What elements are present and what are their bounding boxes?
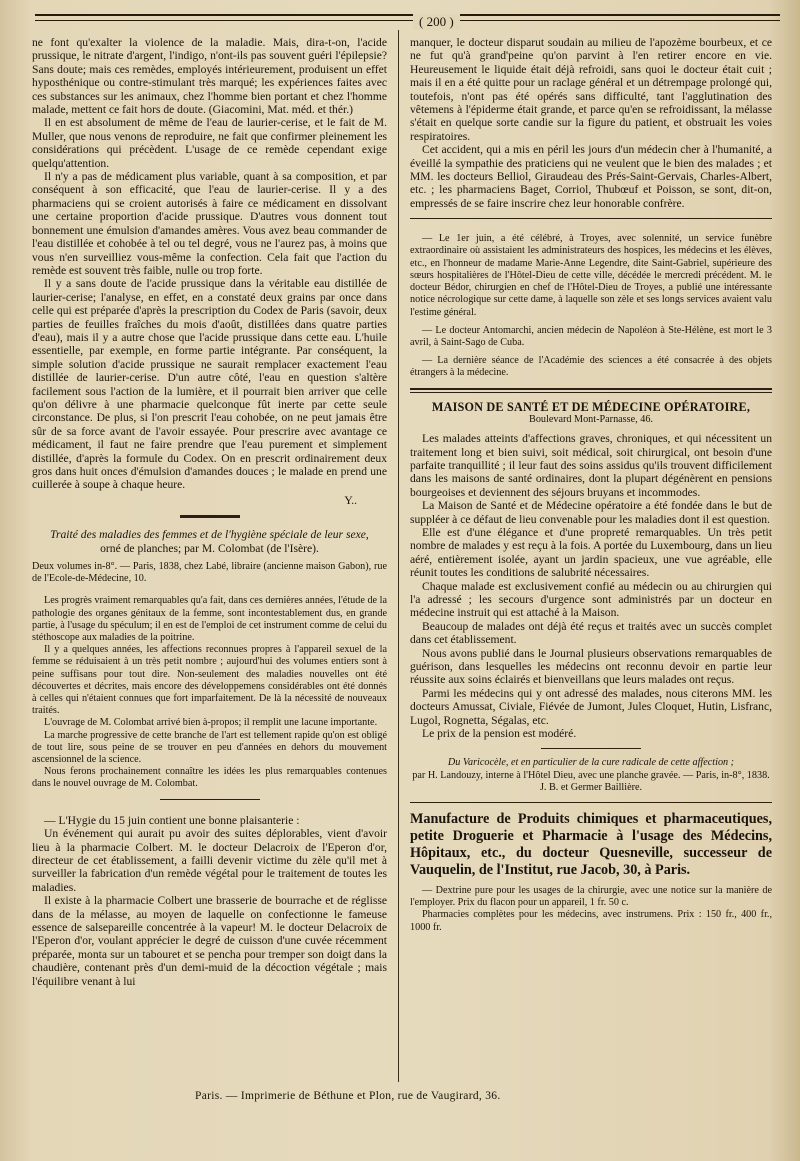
paragraph: Il y a quelques années, les affections reconnues propres à l'appareil sexuel de la femme se réduisaient à un très petit nombre ; aujourd'hui des volumes entiers sont à peine suffisans pour tout dire. Non-seulement des maladies nouvelles ont été découvertes et décrites, mais encore des développemens considérables ont été donnés à celles qui n'étaient connues que fort imparfaitement. De là la nécessité de nouveaux traités. bbox=[32, 644, 387, 717]
advertisement-text: — Dextrine pure pour les usages de la chirurgie, avec une notice sur la manière de l'employer. Prix du flacon pour un appareil, 1 fr. 50 c. bbox=[410, 885, 772, 909]
separator bbox=[180, 515, 240, 518]
advertisement-heading: Manufacture de Produits chimiques et pharmaceutiques, petite Droguerie et Pharmacie à l'usage des Médecins, Hôpitaux, etc., du docteur Quesneville, successeur de Vauquelin, de l'Institut, rue Jacob, 30, à Paris. bbox=[410, 811, 772, 879]
paragraph: Parmi les médecins qui y ont adressé des malades, nous citerons MM. les docteurs Amussat, Civiale, Fiévée de Jumont, Jules Cloquet, Hutin, Lisfranc, Lugol, Rognetta, Ségalas, etc. bbox=[410, 686, 772, 727]
separator bbox=[160, 799, 260, 800]
paragraph: manquer, le docteur disparut soudain au milieu de l'apozème bourbeux, et ce ne fut qu'à grand'peine qu'on parvint à l'en retirer encore en vie. Heureusement le liquide était déjà refroidi, sans quoi le docteur était cuit ; mais il en a été quitte pour un raclage général et un détrempage prolongé qui, toutefois, n'ont pas été opérés sans difficulté, tant l'agglutination des vêtemens à l'épiderme était grande, et parce qu'en se refroidissant, la mélasse s'était en quelque sorte candie sur la figure du patient, et obstruait les voies respiratoires. bbox=[410, 36, 772, 143]
separator bbox=[410, 802, 772, 803]
review-publication: Deux volumes in-8°. — Paris, 1838, chez Labé, libraire (ancienne maison Gabon), rue de l'Ecole-de-Médecine, 10. bbox=[32, 561, 387, 585]
paragraph: Cet accident, qui a mis en péril les jours d'un médecin cher à l'humanité, a éveillé la sympathie des praticiens qui ne veulent que le bien des malades ; et MM. les docteurs Belliol, Giraudeau des Prés-Saint-Gervais, Charles-Albert, etc. ; les pharmaciens Baget, Corriol, Thubœuf et Poisson, se sont, dit-on, empressés de se faire inscrire chez leur honorable confrère. bbox=[410, 143, 772, 210]
paragraph: Les progrès vraiment remarquables qu'a fait, dans ces dernières années, l'étude de la pathologie des organes génitaux de la femme, sont incontestablement dus, en grande partie, à l'usage du spéculum; il en est de l'emploi de cet instrument comme de celui du stéthoscope aux maladies de la poitrine. bbox=[32, 595, 387, 644]
paragraph: La marche progressive de cette branche de l'art est tellement rapide qu'on est obligé de tout lire, sous peine de se trouver en peu d'années en dehors du mouvement ascensionnel de la science. bbox=[32, 729, 387, 766]
column-divider bbox=[398, 30, 399, 1082]
page-number: ( 200 ) bbox=[413, 14, 460, 30]
paragraph: Il en est absolument de même de l'eau de laurier-cerise, et le fait de M. Muller, que nous venons de reproduire, ne fait que confirmer pleinement les considérations qui précèdent. L'usage de ce remède cependant exige quelqu'attention. bbox=[32, 116, 387, 170]
review-subtitle: orné de planches; par M. Colombat (de l'Isère). bbox=[100, 541, 319, 555]
paragraph: ne font qu'exalter la violence de la maladie. Mais, dira-t-on, l'acide prussique, le nitrate d'argent, l'indigo, n'ont-ils pas souvent guéri l'épilepsie? Sans doute; mais ces remèdes, employés intérieurement, produisent un effet hyposthénique ou contre-stimulant très marqué; les expériences faites avec ces substances sur les animaux, chez l'homme bien portant et chez l'homme malade, mettent ce fait hors de doute. (Giacomini, Mat. méd. et thér.) bbox=[32, 36, 387, 117]
review-title: Traité des maladies des femmes et de l'hygiène spéciale de leur sexe, bbox=[50, 528, 369, 542]
signature: Y.. bbox=[344, 493, 357, 507]
printer-imprint: Paris. — Imprimerie de Béthune et Plon, rue de Vaugirard, 36. bbox=[195, 1090, 501, 1102]
paragraph: Un événement qui aurait pu avoir des suites déplorables, vient d'avoir lieu à la pharmacie Colbert. M. le docteur Delacroix de l'Eperon d'or, directeur de cet établissement, a failli devenir victime du zèle qu'il met à surveiller la fabrication d'un remède végétal pour le traitement de toutes les maladies. bbox=[32, 827, 387, 894]
paragraph: L'ouvrage de M. Colombat arrivé bien à-propos; il remplit une lacune importante. bbox=[44, 717, 378, 729]
separator bbox=[410, 218, 772, 219]
separator bbox=[410, 388, 772, 393]
book-publication: par H. Landouzy, interne à l'Hôtel Dieu, avec une planche gravée. — Paris, in-8°, 1838. J. B. et Germer Baillière. bbox=[412, 769, 770, 793]
paragraph: Elle est d'une élégance et d'une propreté remarquables. Un très petit nombre de malades y est reçu à la fois. A portée du Luxembourg, dans un lieu aéré, entièrement isolée, ayant un jardin spacieux, une vue agréable, elle réunit toutes les conditions de salubrité nécessaires. bbox=[410, 525, 772, 580]
paragraph: Beaucoup de malades ont déjà été reçus et traités avec un succès complet dans cet établissement. bbox=[410, 619, 772, 647]
news-item: — Le docteur Antomarchi, ancien médecin de Napoléon à Ste-Hélène, est mort le 3 avril, à Saint-Sago de Cuba. bbox=[410, 324, 772, 348]
left-column bbox=[32, 36, 387, 988]
paragraph: Les malades atteints d'affections graves, chroniques, et qui nécessitent un traitement long et bien suivi, soit médical, soit chirurgical, ont besoin d'une parfaite tranquillité ; il leur faut des soins assidus qu'ils trouvent difficilement dans les maisons de santé ordinaires, dont la plupart dégénèrent en pensions bourgeoises et deviennent des séjours bruyans et incommodes. bbox=[410, 432, 772, 499]
paragraph: Le prix de la pension est modéré. bbox=[422, 727, 577, 741]
section-title: MAISON DE SANTÉ ET DE MÉDECINE OPÉRATOIRE, bbox=[431, 399, 751, 414]
top-rule bbox=[35, 14, 780, 29]
paragraph: Nous ferons prochainement connaître les idées les plus remarquables contenues dans le nouvel ouvrage de M. Colombat. bbox=[32, 766, 387, 790]
separator bbox=[541, 748, 641, 749]
paragraph: Il existe à la pharmacie Colbert une brasserie de bourrache et de réglisse dans de la mélasse, au moyen de laquelle on confectionne le fameuse essence de salsepareille concentrée à la vapeur! M. le docteur Delacroix de l'Eperon d'or, voulant apprécier le degré de cuisson d'une cuvée récemment préparée, monta sur un tabouret et se pencha pour tremper son doigt dans la chaudière, contenant près d'un demi-muid de la décoction végétale ; mais l'équilibre venant à lui bbox=[32, 894, 387, 988]
news-item: — Le 1er juin, a été célébré, à Troyes, avec solennité, un service funèbre extraordinaire où assistaient les administrateurs des hospices, les médecins et les élèves, etc., en l'honneur de madame Marie-Anne Legendre, dite Saint-Gabriel, supérieure des sœurs hospitalières de l'Hôtel-Dieu de cette ville, décédée le mercredi précédent. M. le docteur Bédor, chirurgien en chef de l'Hôtel-Dieu de Troyes, a publié une intéressante notice nécrologique sur cette dame, à laquelle son zèle et ses longs services avaient valu l'estime général. bbox=[410, 233, 772, 318]
paragraph: Chaque malade est exclusivement confié au médecin ou au chirurgien qui l'a adressé ; les secours d'urgence sont administrés par un docteur en médecine instruit qui est attaché à la Maison. bbox=[410, 579, 772, 620]
news-item-heading: — L'Hygie du 15 juin contient une bonne plaisanterie : bbox=[44, 813, 300, 827]
right-column bbox=[410, 36, 772, 934]
paragraph: Il n'y a pas de médicament plus variable, quant à sa composition, et par conséquent à son efficacité, que l'eau de laurier-cerise. Il y a des pharmaciens qui se croient autorisés à faire ce médicament en dissolvant une certaine proportion d'acide prussique. D'autres vous donnent tout bonnement une émulsion d'amandes amères. Vous avez beau commander de l'eau distillée et cohobée à tel ou tel degré, vous ne l'aurez pas, à moins que vous n'en surveilliez vous-même la confection. Cela fait que l'action du remède est souvent très faible, nulle ou trop forte. bbox=[32, 170, 387, 277]
news-item: — La dernière séance de l'Académie des sciences a été consacrée à des objets étrangers à la médecine. bbox=[410, 355, 772, 379]
paragraph: Il y a sans doute de l'acide prussique dans la véritable eau distillée de laurier-cerise; l'analyse, en effet, en a constaté deux grains par once dans celle qui est préparée d'après la prescription du Codex de Paris (savoir, deux parties de feuilles fraîches du mois d'août, distillées dans quatre parties d'eau), mais il y a autre chose que l'acide prussique dans cette eau. L'huile essentielle, par exemple, en forme partie intégrante. Par conséquent, la simple solution d'acide prussique ne saurait remplacer exactement l'eau distillée de laurier-cerise. D'un autre côté, l'eau en question s'altère facilement sous l'action de la lumière, et il pourrait bien arriver que celle qu'on délivre à une pharmacie quelconque fût inerte par cette seule circonstance. De plus, si l'on prescrit l'eau cohobée, on ne peut jamais être sûr de sa force avant de l'avoir essayée. Pour prescrire avec avantage ce médicament, il faut ne faire prendre que l'eau purement et simplement distillée, d'après la formule du Codex. On en prescrit ordinairement deux gros dans huit onces d'émulsion d'amandes douces ; le malade en prend une cuillerée à soupe à chaque heure. bbox=[32, 277, 387, 492]
book-title: Du Varicocèle, et en particulier de la cure radicale de cette affection ; bbox=[447, 757, 735, 769]
paragraph: Nous avons publié dans le Journal plusieurs observations remarquables de guérison, dans lesquelles les médecins ont reconnu devoir en partie leur réussite aux soins éclairés et bienveillans que leurs malades ont reçus. bbox=[410, 646, 772, 687]
section-address: Boulevard Mont-Parnasse, 46. bbox=[529, 413, 653, 425]
advertisement-text: Pharmacies complètes pour les médecins, avec instrumens. Prix : 150 fr., 400 fr., 1000 fr. bbox=[410, 909, 772, 933]
paragraph: La Maison de Santé et de Médecine opératoire a été fondée dans le but de suppléer à ce défaut de lieu convenable pour les maladies dont il est question. bbox=[410, 499, 772, 526]
